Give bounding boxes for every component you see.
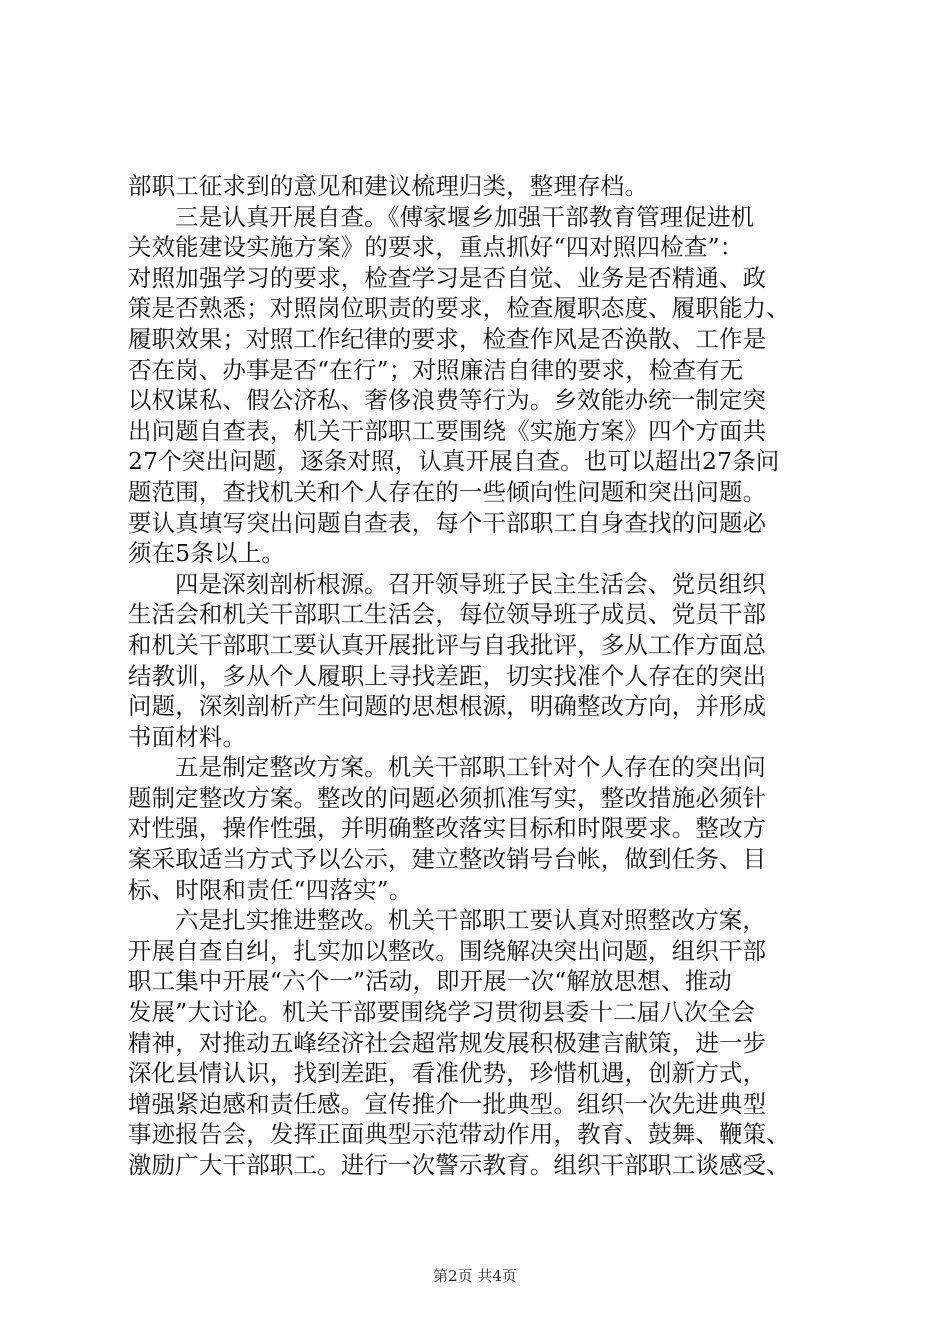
- text-line: 案采取适当方式予以公示，建立整改销号台帐，做到任务、目: [128, 845, 767, 874]
- text-line: 履职效果；对照工作纪律的要求，检查作风是否涣散、工作是: [128, 324, 767, 353]
- text-line: 标、时限和责任“四落实”。: [128, 875, 413, 904]
- text-line: 激励广大干部职工。进行一次警示教育。组织干部职工谈感受、: [128, 1151, 790, 1179]
- text-line: 问题，深刻剖析产生问题的思想根源，明确整改方向，并形成: [128, 692, 767, 721]
- text-line: 精神，对推动五峰经济社会超常规发展积极建言献策，进一步: [128, 1028, 767, 1057]
- paragraph-first-line: 五是制定整改方案。机关干部职工针对个人存在的突出问: [175, 753, 767, 782]
- text-line: 出问题自查表，机关干部职工要围绕《实施方案》四个方面共: [128, 416, 767, 445]
- text-line: 结教训，多从个人履职上寻找差距，切实找准个人存在的突出: [128, 661, 767, 690]
- text-line: 要认真填写突出问题自查表，每个干部职工自身查找的问题必: [128, 508, 767, 537]
- text-line: 对照加强学习的要求，检查学习是否自觉、业务是否精通、政: [128, 263, 767, 292]
- text-line: 事迹报告会，发挥正面典型示范带动作用，教育、鼓舞、鞭策、: [128, 1120, 790, 1149]
- text-line: 对性强，操作性强，并明确整改落实目标和时限要求。整改方: [128, 814, 767, 843]
- text-line: 深化县情认识，找到差距，看准优势，珍惜机遇，创新方式，: [128, 1059, 767, 1088]
- text-line: 发展”大讨论。机关干部要围绕学习贯彻县委十二届八次全会: [128, 998, 755, 1027]
- document-body: [128, 171, 858, 1181]
- text-line: 以权谋私、假公济私、奢侈浪费等行为。乡效能办统一制定突: [128, 386, 767, 415]
- text-line: 书面材料。: [128, 722, 247, 751]
- text-line: 题范围，查找机关和个人存在的一些倾向性问题和突出问题。: [128, 477, 767, 506]
- text-line: 题制定整改方案。整改的问题必须抓准写实，整改措施必须针: [128, 783, 767, 812]
- paragraph-first-line: 四是深刻剖析根源。召开领导班子民主生活会、党员组织: [175, 569, 767, 598]
- text-line: 增强紧迫感和责任感。宣传推介一批典型。组织一次先进典型: [128, 1089, 767, 1118]
- paragraph-first-line: 六是扎实推进整改。机关干部职工要认真对照整改方案，: [175, 906, 767, 935]
- text-line: 策是否熟悉；对照岗位职责的要求，检查履职态度、履职能力、: [128, 294, 790, 323]
- text-line: 和机关干部职工要认真开展批评与自我批评，多从工作方面总: [128, 630, 767, 659]
- text-line: 开展自查自纠，扎实加以整改。围绕解决突出问题，组织干部: [128, 936, 767, 965]
- text-line: 关效能建设实施方案》的要求，重点抓好“四对照四检查”：: [128, 233, 744, 262]
- text-line: 生活会和机关干部职工生活会，每位领导班子成员、党员干部: [128, 600, 767, 629]
- text-line: 须在5条以上。: [128, 539, 285, 568]
- text-line: 否在岗、办事是否“在行”；对照廉洁自律的要求，检查有无: [128, 355, 744, 384]
- text-line: 职工集中开展“六个一”活动，即开展一次“解放思想、推动: [128, 967, 732, 996]
- paragraph-first-line: 三是认真开展自查。《傅家堰乡加强干部教育管理促进机: [175, 202, 755, 231]
- text-line: 27个突出问题，逐条对照，认真开展自查。也可以超出27条问: [128, 447, 780, 476]
- text-line: 部职工征求到的意见和建议梳理归类，整理存档。: [128, 172, 649, 200]
- page-footer: 第2页 共4页: [433, 1267, 517, 1285]
